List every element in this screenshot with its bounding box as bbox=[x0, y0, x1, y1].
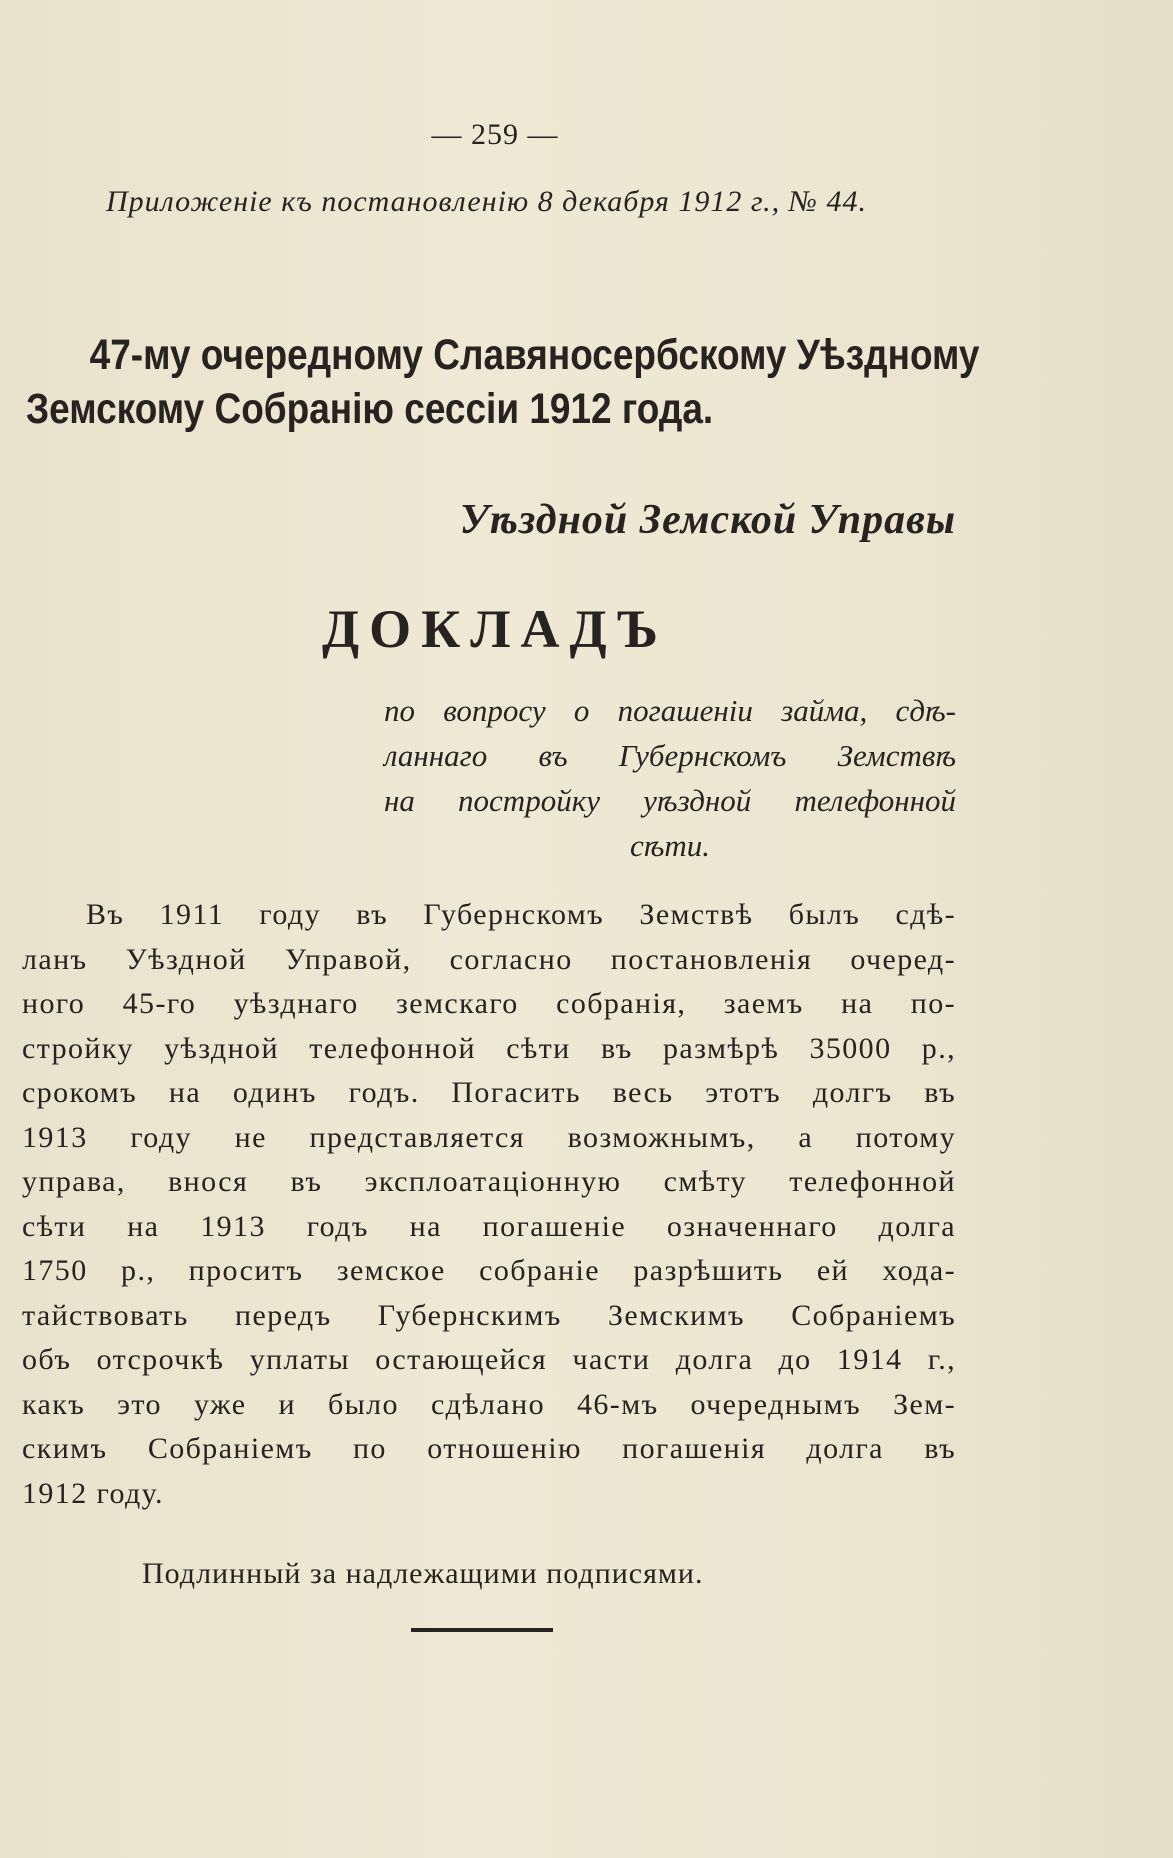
report-subject bbox=[384, 688, 956, 868]
body-line: 1913 году не представляется возможнымъ, а потому bbox=[22, 1120, 956, 1154]
authority-title: Уѣздной Земской Управы bbox=[459, 497, 956, 543]
heading-line-1: 47-му очередному Славяносербскому Уѣздному bbox=[89, 331, 980, 379]
body-line: срокомъ на одинъ годъ. Погасить весь этотъ долгъ въ bbox=[22, 1076, 956, 1109]
heading-line-2: Земскому Собранію сессіи 1912 года. bbox=[26, 385, 714, 433]
body-line: стройку уѣздной телефонной сѣти въ размѣрѣ 35000 р., bbox=[22, 1031, 956, 1065]
body-line: тайствовать передъ Губернскимъ Земскимъ Собраніемъ bbox=[22, 1298, 956, 1332]
assembly-heading bbox=[26, 328, 980, 436]
body-line: Въ 1911 году въ Губернскомъ Земствѣ былъ сдѣ- bbox=[86, 898, 956, 931]
subject-line-1: по вопросу о погашеніи займа, сдѣ- bbox=[384, 693, 956, 728]
body-line: управа, внося въ эксплоатаціонную смѣту телефонной bbox=[22, 1165, 956, 1198]
body-line: 1912 году. bbox=[22, 1476, 164, 1510]
body-line: сѣти на 1913 годъ на погашеніе означеннаго долга bbox=[22, 1209, 956, 1243]
closing-rule bbox=[411, 1628, 553, 1632]
subject-line-2: ланнаго въ Губернскомъ Земствѣ bbox=[384, 738, 956, 773]
body-line: какъ это уже и было сдѣлано 46-мъ очереднымъ Зем- bbox=[22, 1387, 956, 1421]
appendix-note: Приложеніе къ постановленію 8 декабря 1912 г., № 44. bbox=[106, 185, 867, 218]
subject-line-4: сѣти. bbox=[629, 828, 711, 863]
report-body bbox=[22, 893, 956, 1516]
body-line: ного 45-го уѣзднаго земскаго собранія, заемъ на по- bbox=[22, 987, 956, 1020]
body-line: скимъ Собраніемъ по отношенію погашенія долга въ bbox=[22, 1432, 956, 1465]
report-title: ДОКЛАДЪ bbox=[321, 599, 668, 659]
body-line: ланъ Уѣздной Управой, согласно постановленія очеред- bbox=[22, 942, 956, 976]
page-number: — 259 — bbox=[431, 118, 559, 151]
body-line: объ отсрочкѣ уплаты остающейся части долга до 1914 г., bbox=[22, 1343, 956, 1376]
signature-note: Подлинный за надлежащими подписями. bbox=[142, 1557, 704, 1590]
body-line: 1750 р., проситъ земское собраніе разрѣшить ей хода- bbox=[22, 1254, 956, 1287]
subject-line-3: на постройку уѣздной телефонной bbox=[384, 783, 956, 818]
